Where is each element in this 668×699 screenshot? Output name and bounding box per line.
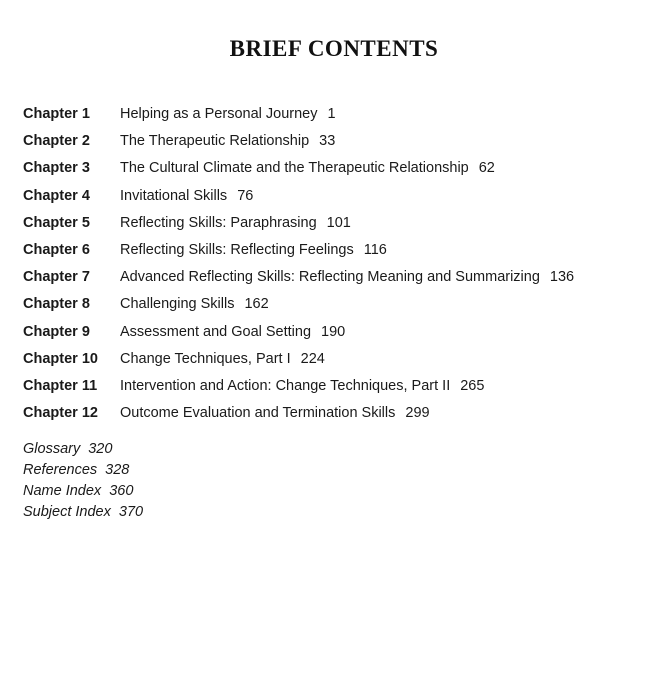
- toc-entry-chapter-10: [23, 351, 663, 378]
- chapter-page-number: 116: [363, 241, 387, 258]
- chapter-title: Outcome Evaluation and Termination Skills: [120, 405, 396, 422]
- toc-entry-chapter-12: [23, 405, 663, 432]
- chapter-label: Chapter 2: [23, 133, 90, 150]
- toc-entry-chapter-2: [23, 133, 663, 160]
- chapter-title: Invitational Skills: [120, 187, 228, 204]
- chapter-page-number: 162: [244, 296, 269, 313]
- backmatter-list: [23, 441, 143, 525]
- chapter-label: Chapter 4: [23, 187, 90, 204]
- chapter-page-number: 224: [300, 350, 325, 367]
- chapter-label: Chapter 1: [23, 106, 90, 122]
- toc-entry-chapter-9: [23, 324, 663, 351]
- chapter-page-number: 33: [319, 133, 336, 150]
- chapter-label: Chapter 11: [23, 377, 98, 394]
- toc-entry-chapter-6: [23, 242, 663, 269]
- toc-entry-chapter-8: [23, 296, 663, 323]
- chapter-label: Chapter 5: [23, 214, 90, 231]
- chapter-page-number: 76: [237, 187, 254, 204]
- chapter-list: [23, 106, 663, 432]
- chapter-label: Chapter 9: [23, 323, 90, 340]
- backmatter-title: Name Index: [23, 483, 102, 499]
- toc-entry-chapter-5: [23, 215, 663, 242]
- chapter-title: Assessment and Goal Setting: [120, 323, 312, 340]
- backmatter-page-number: 320: [88, 441, 113, 457]
- chapter-label: Chapter 3: [23, 160, 90, 177]
- chapter-label: Chapter 10: [23, 350, 98, 367]
- chapter-title: Advanced Reflecting Skills: Reflecting Meaning and Summarizing: [120, 269, 540, 286]
- backmatter-title: References: [23, 462, 98, 478]
- chapter-page-number: 265: [460, 377, 485, 394]
- chapter-page-number: 101: [326, 214, 351, 231]
- page-title: BRIEF CONTENTS: [229, 36, 439, 61]
- chapter-label: Chapter 8: [23, 296, 90, 313]
- backmatter-entry-references: [23, 462, 143, 483]
- chapter-title: Challenging Skills: [120, 296, 235, 313]
- chapter-label: Chapter 12: [23, 405, 98, 422]
- chapter-title: Change Techniques, Part I: [120, 350, 291, 367]
- chapter-page-number: 190: [321, 323, 346, 340]
- backmatter-entry-subject-index: [23, 504, 143, 525]
- toc-entry-chapter-7: [23, 269, 663, 296]
- backmatter-title: Subject Index: [23, 504, 111, 520]
- chapter-page-number: 299: [405, 405, 430, 422]
- chapter-page-number: 1: [327, 106, 336, 122]
- chapter-page-number: 62: [478, 160, 495, 177]
- chapter-title: Reflecting Skills: Reflecting Feelings: [120, 241, 354, 258]
- chapter-label: Chapter 7: [23, 269, 90, 286]
- backmatter-page-number: 328: [105, 462, 130, 478]
- backmatter-title: Glossary: [23, 441, 81, 457]
- chapter-title: The Cultural Climate and the Therapeutic Relationship: [120, 160, 469, 177]
- toc-entry-chapter-3: [23, 160, 663, 187]
- backmatter-entry-name-index: [23, 483, 143, 504]
- chapter-title: Reflecting Skills: Paraphrasing: [120, 214, 317, 231]
- chapter-title: Intervention and Action: Change Techniques, Part II: [120, 377, 451, 394]
- toc-entry-chapter-1: [23, 106, 663, 133]
- toc-entry-chapter-11: [23, 378, 663, 405]
- chapter-label: Chapter 6: [23, 241, 90, 258]
- backmatter-page-number: 370: [118, 504, 144, 520]
- backmatter-entry-glossary: [23, 441, 143, 462]
- toc-entry-chapter-4: [23, 188, 663, 215]
- backmatter-page-number: 360: [109, 483, 134, 499]
- chapter-title: The Therapeutic Relationship: [120, 133, 310, 150]
- chapter-title: Helping as a Personal Journey: [120, 106, 318, 122]
- chapter-page-number: 136: [549, 269, 575, 286]
